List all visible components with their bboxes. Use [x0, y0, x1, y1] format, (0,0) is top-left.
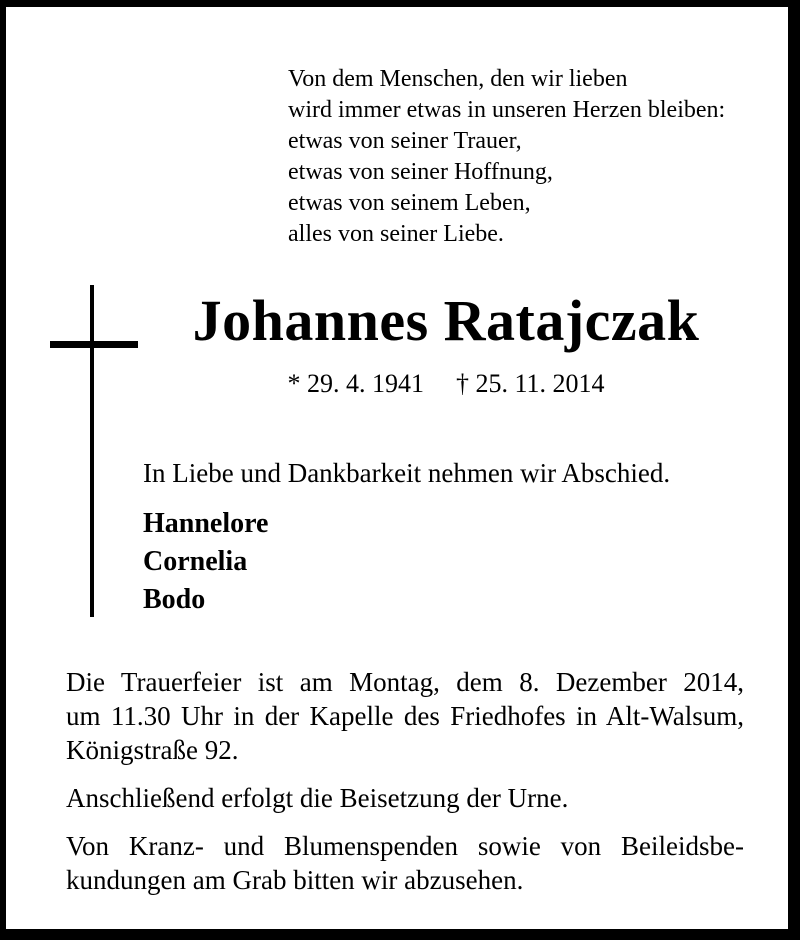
burial-paragraph: [66, 781, 744, 815]
cross-icon: [46, 281, 146, 621]
service-details: [66, 665, 744, 911]
mourner-name: Bodo: [143, 584, 206, 615]
funeral-line: Die Trauerfeier ist am Montag, dem 8. Dezember 2014,: [66, 667, 744, 697]
mourner-name: Hannelore: [143, 508, 269, 539]
condolence-line: Von Kranz- und Blumenspenden sowie von Beileidsbe-: [66, 831, 744, 861]
poem-line: etwas von seinem Leben,: [288, 190, 531, 216]
poem-line: Von dem Menschen, den wir lieben: [288, 66, 628, 92]
funeral-paragraph: [66, 665, 744, 767]
poem-line: alles von seiner Liebe.: [288, 221, 504, 247]
poem-line: wird immer etwas in unseren Herzen bleiben:: [288, 97, 726, 123]
life-dates: [140, 369, 752, 399]
cross-vertical-bar: [90, 285, 94, 617]
deceased-name: Johannes Ratajczak: [192, 288, 700, 353]
poem-line: etwas von seiner Trauer,: [288, 128, 522, 154]
death-date: † 25. 11. 2014: [455, 369, 605, 398]
mourner-name: Cornelia: [143, 546, 248, 577]
birth-date: * 29. 4. 1941: [287, 369, 424, 398]
poem-line: etwas von seiner Hoffnung,: [288, 159, 553, 185]
condolence-paragraph: [66, 829, 744, 897]
funeral-line: um 11.30 Uhr in der Kapelle des Friedhofes in Alt-Walsum,: [66, 701, 744, 731]
cross-horizontal-bar: [50, 341, 138, 348]
farewell-text: In Liebe und Dankbarkeit nehmen wir Abschied.: [143, 458, 671, 488]
condolence-line: kundungen am Grab bitten wir abzusehen.: [66, 865, 524, 895]
funeral-line: Königstraße 92.: [66, 735, 239, 765]
burial-line: Anschließend erfolgt die Beisetzung der Urne.: [66, 783, 569, 813]
memorial-poem: [288, 64, 725, 250]
mourners-list: [143, 505, 268, 619]
